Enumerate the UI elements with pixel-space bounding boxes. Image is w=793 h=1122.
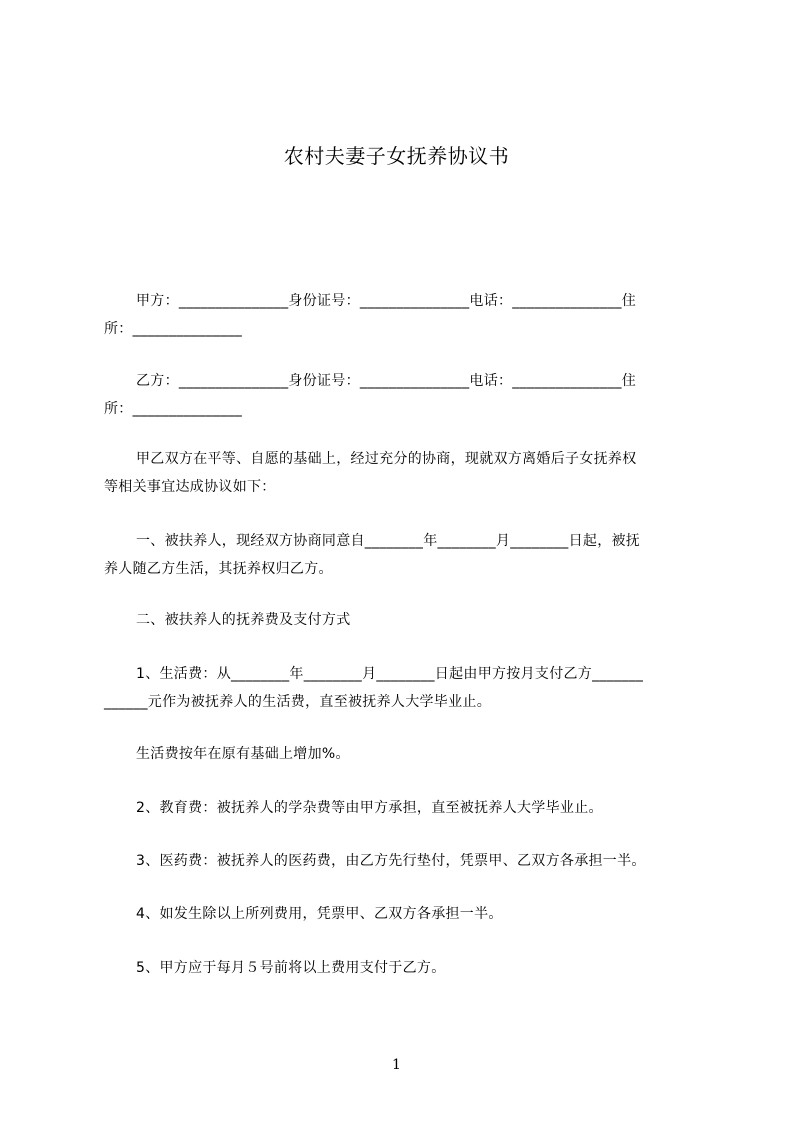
item-2-paragraph	[104, 794, 700, 822]
preamble-line-1: 甲乙双方在平等、自愿的基础上，经过充分的协商，现就双方离婚后子女抚养权	[136, 451, 637, 467]
clause-one-line-2: 养人随乙方生活，其抚养权归乙方。	[104, 561, 333, 577]
item-5-text: 5、甲方应于每月５号前将以上费用支付于乙方。	[136, 960, 446, 976]
clause-one-paragraph	[104, 527, 700, 583]
document-title: 农村夫妻子女抚养协议书	[283, 144, 510, 168]
page-number: 1	[392, 1057, 401, 1073]
party-b-line-1: 乙方：_______________身份证号：_______________电话：_______________住	[136, 373, 637, 389]
party-a-line-2: 所：_______________	[104, 321, 243, 337]
item-2-text: 2、教育费：被抚养人的学杂费等由甲方承担，直至被抚养人大学毕业止。	[136, 800, 603, 816]
living-cost-increase-text: 生活费按年在原有基础上增加%。	[136, 746, 350, 762]
clause-two-heading-text: 二、被扶养人的抚养费及支付方式	[136, 612, 351, 628]
item-1-paragraph	[104, 660, 700, 716]
clause-two-heading	[104, 606, 700, 634]
item-4-paragraph	[104, 900, 700, 928]
item-4-text: 4、如发生除以上所列费用，凭票甲、乙双方各承担一半。	[136, 906, 503, 922]
living-cost-increase	[104, 740, 700, 768]
item-1-line-2: ______元作为被抚养人的生活费，直至被抚养人大学毕业止。	[104, 694, 491, 710]
party-a-paragraph	[104, 287, 700, 343]
item-3-text: 3、医药费：被抚养人的医药费，由乙方先行垫付，凭票甲、乙双方各承担一半。	[136, 853, 646, 869]
party-a-line-1: 甲方：_______________身份证号：_______________电话：_______________住	[136, 293, 637, 309]
preamble-paragraph	[104, 445, 700, 501]
preamble-line-2: 等相关事宜达成协议如下：	[104, 479, 276, 495]
item-3-paragraph	[104, 847, 700, 875]
item-1-line-1: 1、生活费：从________年________月________日起由甲方按月支付乙方_______	[136, 666, 644, 682]
item-5-paragraph	[104, 954, 700, 982]
party-b-paragraph	[104, 367, 700, 423]
clause-one-line-1: 一、被扶养人，现经双方协商同意自________年________月________日起，被抚	[136, 533, 641, 549]
party-b-line-2: 所：_______________	[104, 401, 243, 417]
